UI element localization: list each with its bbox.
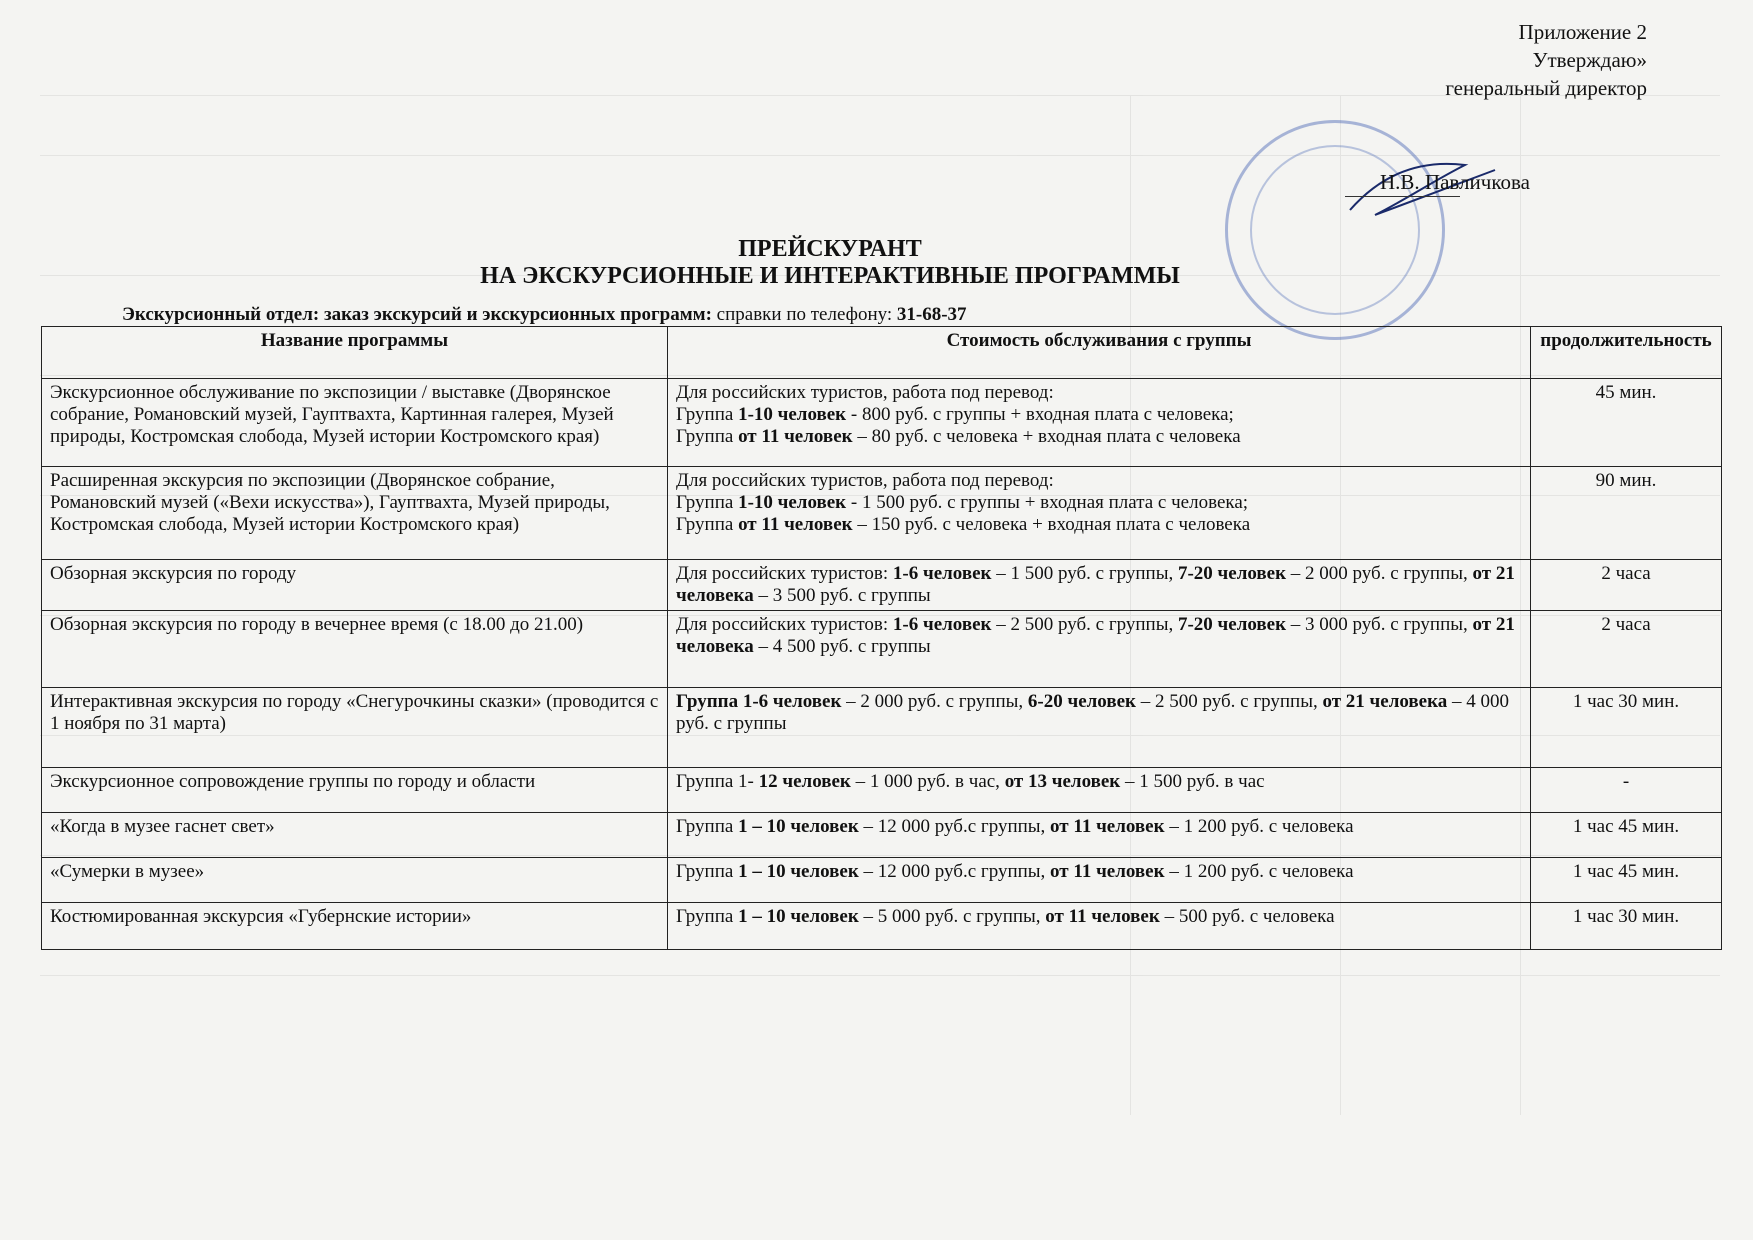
cost-segment: от 11 человек — [738, 514, 853, 535]
program-name: «Сумерки в музее» — [42, 858, 668, 903]
cost-segment: Для российских туристов: — [676, 614, 893, 635]
cost-line — [676, 492, 1522, 514]
document-subtitle: НА ЭКСКУРСИОННЫЕ И ИНТЕРАКТИВНЫЕ ПРОГРАММЫ — [480, 263, 1180, 289]
program-name: Экскурсионное сопровождение группы по городу и области — [42, 768, 668, 813]
cost-segment: - 800 руб. с группы + входная плата с человека; — [846, 404, 1234, 425]
cost-segment: 1 – 10 человек — [738, 906, 859, 927]
program-name: Экскурсионное обслуживание по экспозиции / выставке (Дворянское собрание, Романовский музей, Гауптвахта, Картинная галерея, Музей природы, Костромская слобода, Музей истории Костромского края) — [42, 379, 668, 467]
cost-segment: Группа 1-6 человек — [676, 691, 842, 712]
table-row — [42, 813, 1722, 858]
cost-segment: от 13 человек — [1004, 771, 1121, 792]
cost-segment: – 3 500 руб. с группы — [753, 585, 931, 606]
program-name: Расширенная экскурсия по экспозиции (Дворянское собрание, Романовский музей («Вехи искусства»), Гауптвахта, Музей природы, Костромская слобода, Музей истории Костромского края) — [42, 467, 668, 560]
program-duration: 90 мин. — [1531, 467, 1722, 560]
cost-segment: 1-6 человек — [892, 614, 992, 635]
program-name: Интерактивная экскурсия по городу «Снегурочкины сказки» (проводится с 1 ноября по 31 марта) — [42, 688, 668, 768]
cost-segment: 7-20 человек — [1177, 614, 1287, 635]
cost-segment: от 11 человек — [1045, 906, 1160, 927]
table-row — [42, 858, 1722, 903]
cost-segment: Для российских туристов: — [676, 563, 893, 584]
cost-line — [676, 861, 1522, 883]
table-row — [42, 467, 1722, 560]
approve-label: Утверждаю» — [1532, 48, 1647, 72]
cost-segment: – 5 000 руб. с группы, — [858, 906, 1046, 927]
program-name: «Когда в музее гаснет свет» — [42, 813, 668, 858]
program-name: Обзорная экскурсия по городу — [42, 560, 668, 611]
cost-line — [676, 614, 1522, 658]
table-row — [42, 611, 1722, 688]
program-duration: 1 час 45 мин. — [1531, 813, 1722, 858]
cost-segment: от 21 человека — [676, 614, 1515, 657]
cost-line — [676, 906, 1522, 928]
cost-segment: 7-20 человек — [1177, 563, 1287, 584]
cost-segment: – 2 500 руб. с группы, — [991, 614, 1178, 635]
cost-line — [676, 426, 1522, 448]
table-row — [42, 688, 1722, 768]
program-cost — [668, 903, 1531, 950]
director-name: Н.В. Павличкова — [1380, 170, 1530, 194]
cost-segment: 1-10 человек — [738, 404, 847, 425]
program-cost — [668, 813, 1531, 858]
program-cost — [668, 688, 1531, 768]
department-label: Экскурсионный отдел: заказ экскурсий и экскурсионных программ: — [122, 304, 712, 325]
program-name: Костюмированная экскурсия «Губернские истории» — [42, 903, 668, 950]
cost-segment: Для российских туристов, работа под перевод: — [676, 382, 1054, 403]
cost-segment: 1-6 человек — [892, 563, 992, 584]
cost-line — [676, 470, 1522, 492]
cost-line — [676, 382, 1522, 404]
program-duration: 1 час 30 мин. — [1531, 688, 1722, 768]
cost-segment: – 3 000 руб. с группы, — [1286, 614, 1473, 635]
cost-line — [676, 563, 1522, 607]
cost-segment: – 2 500 руб. с группы, — [1135, 691, 1323, 712]
department-line — [122, 304, 967, 326]
cost-segment: – 4 500 руб. с группы — [753, 636, 931, 657]
cost-line — [676, 816, 1522, 838]
program-cost — [668, 768, 1531, 813]
table-row — [42, 768, 1722, 813]
table-header-row — [42, 327, 1722, 379]
cost-segment: от 11 человек — [738, 426, 853, 447]
cost-segment: – 150 руб. с человека + входная плата с человека — [852, 514, 1251, 535]
program-duration: 2 часа — [1531, 611, 1722, 688]
cost-segment: Группа — [676, 861, 739, 882]
director-position: генеральный директор — [1445, 76, 1647, 100]
cost-line — [676, 771, 1522, 793]
header-cost: Стоимость обслуживания с группы — [668, 327, 1531, 379]
cost-segment: Группа — [676, 906, 739, 927]
program-duration: 2 часа — [1531, 560, 1722, 611]
program-duration: 1 час 30 мин. — [1531, 903, 1722, 950]
table-row — [42, 560, 1722, 611]
cost-segment: Группа — [676, 816, 739, 837]
document-title: ПРЕЙСКУРАНТ — [738, 236, 922, 262]
cost-segment: Группа — [676, 404, 739, 425]
cost-segment: Группа — [676, 514, 739, 535]
phone-number: 31-68-37 — [896, 304, 967, 325]
header-duration: продолжительность — [1531, 327, 1722, 379]
cost-segment: – 1 500 руб. в час — [1120, 771, 1265, 792]
program-cost — [668, 560, 1531, 611]
phone-label: справки по телефону: — [716, 304, 893, 325]
header-name: Название программы — [42, 327, 668, 379]
cost-segment: - 1 500 руб. с группы + входная плата с человека; — [846, 492, 1249, 513]
cost-segment: 1-10 человек — [738, 492, 847, 513]
cost-segment: от 11 человек — [1050, 816, 1165, 837]
cost-segment: – 4 000 руб. с группы — [676, 691, 1509, 734]
cost-line — [676, 404, 1522, 426]
program-cost — [668, 379, 1531, 467]
table-row — [42, 379, 1722, 467]
table-row — [42, 903, 1722, 950]
program-duration: - — [1531, 768, 1722, 813]
cost-segment: – 1 200 руб. с человека — [1164, 861, 1354, 882]
cost-segment: – 2 000 руб. с группы, — [1286, 563, 1473, 584]
cost-segment: – 1 000 руб. в час, — [850, 771, 1005, 792]
cost-segment: – 1 500 руб. с группы, — [991, 563, 1178, 584]
cost-line — [676, 514, 1522, 536]
cost-segment: Для российских туристов, работа под перевод: — [676, 470, 1054, 491]
cost-segment: – 12 000 руб.с группы, — [858, 816, 1051, 837]
cost-segment: 1 – 10 человек — [738, 816, 859, 837]
cost-segment: от 21 человека — [676, 563, 1515, 606]
program-duration: 45 мин. — [1531, 379, 1722, 467]
program-cost — [668, 858, 1531, 903]
program-name: Обзорная экскурсия по городу в вечернее время (с 18.00 до 21.00) — [42, 611, 668, 688]
cost-segment: – 1 200 руб. с человека — [1164, 816, 1354, 837]
cost-segment: от 21 человека — [1322, 691, 1448, 712]
price-table — [41, 326, 1722, 950]
cost-segment: Группа — [676, 426, 739, 447]
approval-block — [1445, 18, 1647, 102]
cost-segment: – 12 000 руб.с группы, — [858, 861, 1051, 882]
cost-segment: Группа 1- — [676, 771, 759, 792]
program-duration: 1 час 45 мин. — [1531, 858, 1722, 903]
cost-line — [676, 691, 1522, 735]
program-cost — [668, 467, 1531, 560]
program-cost — [668, 611, 1531, 688]
cost-segment: 12 человек — [758, 771, 851, 792]
cost-segment: – 2 000 руб. с группы, — [841, 691, 1028, 712]
cost-segment: 6-20 человек — [1027, 691, 1136, 712]
cost-segment: – 80 руб. с человека + входная плата с человека — [852, 426, 1241, 447]
cost-segment: от 11 человек — [1050, 861, 1165, 882]
appendix-label: Приложение 2 — [1518, 20, 1647, 44]
cost-segment: Группа — [676, 492, 739, 513]
cost-segment: – 500 руб. с человека — [1159, 906, 1335, 927]
cost-segment: 1 – 10 человек — [738, 861, 859, 882]
signature-line — [1345, 196, 1460, 197]
